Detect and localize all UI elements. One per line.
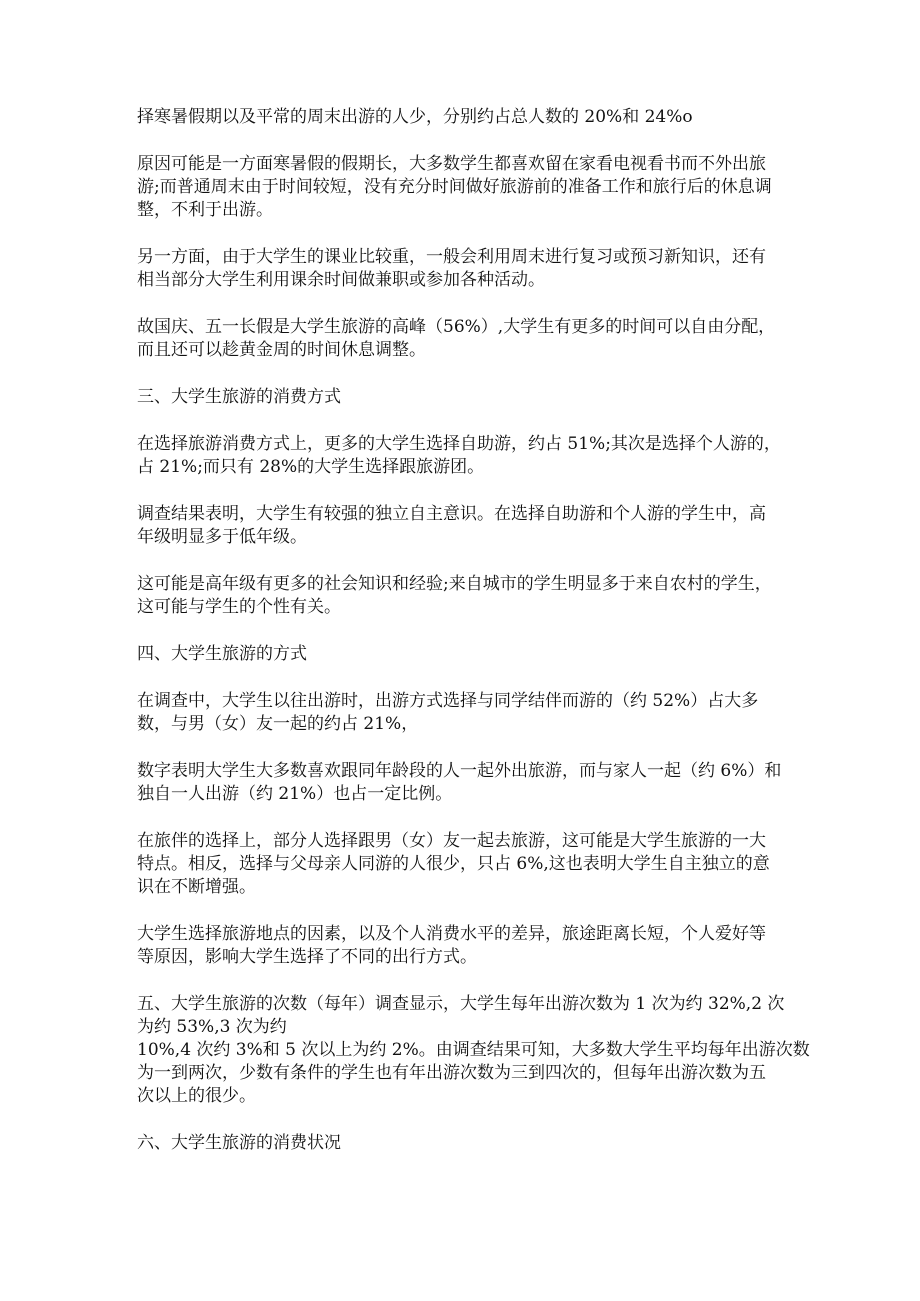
text-line: 三、大学生旅游的消费方式 (137, 387, 341, 407)
text-line: 特点。相反，选择与父母亲人同游的人很少，只占 6%,这也表明大学生自主独立的意 (137, 854, 770, 874)
text-line: 而且还可以趁黄金周的时间休息调整。 (137, 340, 426, 360)
paragraph (137, 246, 787, 292)
paragraph (137, 386, 787, 409)
text-line: 年级明显多于低年级。 (137, 527, 307, 547)
text-line: 为一到两次，少数有条件的学生也有年出游次数为三到四次的，但每年出游次数为五 (137, 1063, 766, 1083)
text-line: 独自一人出游（约 21%）也占一定比例。 (137, 784, 453, 804)
paragraph (137, 573, 787, 619)
paragraph (137, 830, 787, 899)
text-line: 择寒暑假期以及平常的周末出游的人少，分别约占总人数的 20%和 24%o (137, 107, 693, 127)
text-line: 故国庆、五一长假是大学生旅游的高峰（56%）,大学生有更多的时间可以自由分配， (137, 317, 776, 337)
text-line: 六、大学生旅游的消费状况 (137, 1133, 341, 1153)
text-line: 占 21%;而只有 28%的大学生选择跟旅游团。 (137, 457, 485, 477)
text-line: 整，不利于出游。 (137, 200, 273, 220)
text-line: 在选择旅游消费方式上，更多的大学生选择自助游，约占 51%;其次是选择个人游的， (137, 434, 781, 454)
paragraph (137, 690, 787, 736)
text-line: 另一方面，由于大学生的课业比较重，一般会利用周末进行复习或预习新知识，还有 (137, 247, 766, 267)
text-line: 次以上的很少。 (137, 1086, 256, 1106)
paragraph (137, 316, 787, 362)
text-line: 识在不断增强。 (137, 877, 256, 897)
text-line: 10%,4 次约 3%和 5 次以上为约 2%。由调查结果可知，大多数大学生平均每年出游次数 (137, 1040, 810, 1060)
text-line: 等原因，影响大学生选择了不同的出行方式。 (137, 947, 477, 967)
text-line: 为约 53%,3 次为约 (137, 1017, 287, 1037)
text-line: 五、大学生旅游的次数（每年）调查显示，大学生每年出游次数为 1 次为约 32%,2 次 (137, 994, 785, 1014)
text-line: 游;而普通周末由于时间较短，没有充分时间做好旅游前的准备工作和旅行后的休息调 (137, 177, 772, 197)
text-line: 在旅伴的选择上，部分人选择跟男（女）友一起去旅游，这可能是大学生旅游的一大 (137, 831, 766, 851)
paragraph (137, 1132, 787, 1155)
text-line: 这可能与学生的个性有关。 (137, 597, 341, 617)
paragraph (137, 503, 787, 549)
text-line: 数，与男（女）友一起的约占 21%， (137, 714, 419, 734)
paragraph (137, 760, 787, 806)
text-line: 大学生选择旅游地点的因素，以及个人消费水平的差异，旅途距离长短，个人爱好等 (137, 924, 766, 944)
text-line: 相当部分大学生利用课余时间做兼职或参加各种活动。 (137, 270, 545, 290)
text-line: 在调查中，大学生以往出游时，出游方式选择与同学结伴而游的（约 52%）占大多 (137, 691, 759, 711)
text-line: 四、大学生旅游的方式 (137, 644, 307, 664)
paragraph (137, 433, 787, 479)
text-line: 数字表明大学生大多数喜欢跟同年龄段的人一起外出旅游，而与家人一起（约 6%）和 (137, 761, 782, 781)
text-line: 调查结果表明，大学生有较强的独立自主意识。在选择自助游和个人游的学生中，高 (137, 504, 766, 524)
paragraph (137, 153, 787, 222)
paragraph (137, 643, 787, 666)
paragraph (137, 993, 810, 1108)
text-line: 这可能是高年级有更多的社会知识和经验;来自城市的学生明显多于来自农村的学生， (137, 574, 772, 594)
paragraph (137, 923, 787, 969)
document-body (137, 106, 810, 1179)
paragraph (137, 106, 787, 129)
text-line: 原因可能是一方面寒暑假的假期长，大多数学生都喜欢留在家看电视看书而不外出旅 (137, 154, 766, 174)
